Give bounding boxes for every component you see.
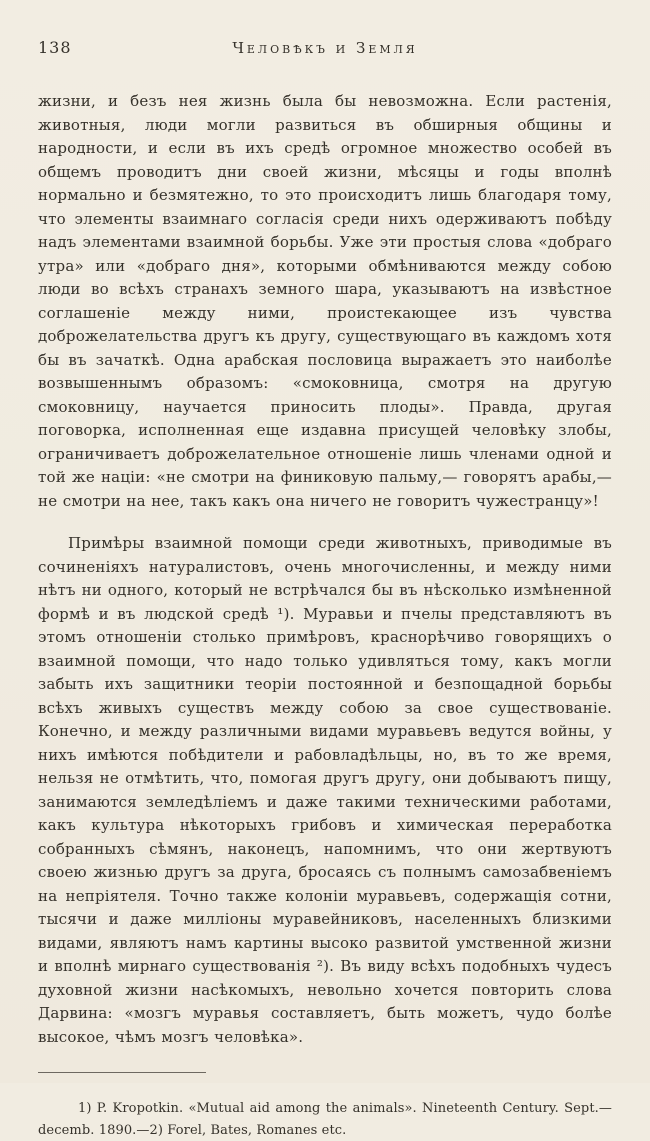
page-header bbox=[38, 38, 612, 62]
page-number: 138 bbox=[38, 38, 72, 57]
running-header-title: Человѣкъ и Земля bbox=[232, 39, 418, 57]
body-paragraph-1: жизни, и безъ нея жизнь была бы невозможна. Если растенія, животныя, люди могли развиться въ обширныя общины и народности, и если въ ихъ средѣ огромное множество особей въ общемъ проводитъ дни своей жизни, мѣсяцы и годы вполнѣ нормально и безмятежно, то это происходитъ лишь благодаря тому, что элементы взаимнаго согласія среди нихъ одерживаютъ побѣду надъ элементами взаимной борьбы. Уже эти простыя слова «добраго утра» или «добраго дня», которыми обмѣниваются между собою люди во всѣхъ странахъ земного шара, указываютъ на извѣстное соглашеніе между ними, проистекающее изъ чувства доброжелательства другъ къ другу, существующаго въ каждомъ хотя бы въ зачаткѣ. Одна арабская пословица выражаетъ это наиболѣе возвышеннымъ образомъ: «смоковница, смотря на другую смоковницу, научается приносить плоды». Правда, другая поговорка, исполненная еще издавна присущей человѣку злобы, ограничиваетъ доброжелательное отношеніе лишь членами одной и той же націи: «не смотри на финиковую пальму,— говорятъ арабы,—не смотри на нее, такъ какъ она ничего не говоритъ чужестранцу»! bbox=[38, 92, 612, 510]
footnote-separator-rule bbox=[38, 1072, 206, 1073]
footnote-text: 1) P. Kropotkin. «Mutual aid among the animals». Nineteenth Century. Sept.—decemb. 1890.—2) Forel, Bates, Romanes etc. bbox=[38, 1101, 612, 1138]
body-text bbox=[38, 90, 612, 1049]
body-paragraph-2: Примѣры взаимной помощи среди животныхъ, приводимые въ сочиненіяхъ натуралистовъ, очень многочисленны, и между ними нѣтъ ни одного, который не встрѣчался бы въ нѣсколько измѣненной формѣ и въ людской средѣ ¹). Муравьи и пчелы представляютъ въ этомъ отношеніи столько примѣровъ, краснорѣчиво говорящихъ о взаимной помощи, что надо только удивляться тому, какъ могли забыть ихъ защитники теоріи постоянной и безпощадной борьбы всѣхъ живыхъ существъ между собою за свое существованіе. Конечно, и между различными видами муравьевъ ведутся войны, у нихъ имѣются побѣдители и рабовладѣльцы, но, въ то же время, нельзя не отмѣтить, что, помогая другъ другу, они добываютъ пищу, занимаются земледѣліемъ и даже такими техническими работами, какъ культура нѣкоторыхъ грибовъ и химическая переработка собранныхъ сѣмянъ, наконецъ, напомнимъ, что они жертвуютъ своею жизнью другъ за друга, бросаясь съ полнымъ самозабвеніемъ на непріятеля. Точно также колоніи муравьевъ, содержащія сотни, тысячи и даже милліоны муравейниковъ, населенныхъ близкими видами, являютъ намъ картины высоко развитой умственной жизни и вполнѣ мирнаго существованія ²). Въ виду всѣхъ подобныхъ чудесъ духовной жизни насѣкомыхъ, невольно хочется повторить слова Дарвина: «мозгъ муравья составляетъ, быть можетъ, чудо болѣе высокое, чѣмъ мозгъ человѣка». bbox=[38, 534, 612, 1046]
